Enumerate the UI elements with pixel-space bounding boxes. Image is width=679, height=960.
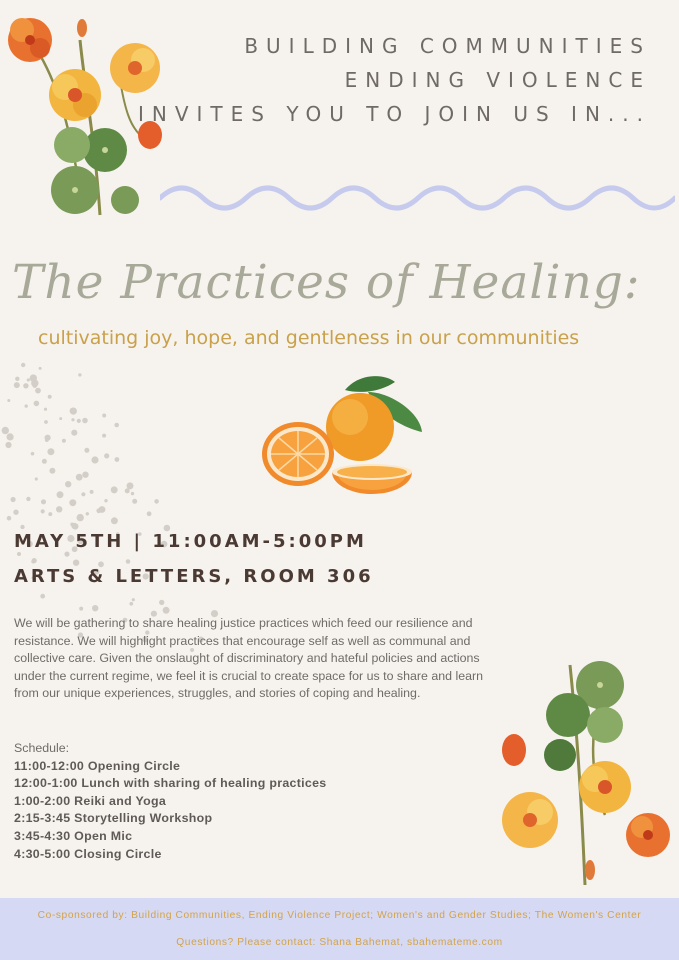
dot bbox=[11, 497, 16, 502]
dot bbox=[41, 509, 45, 513]
dot bbox=[76, 474, 83, 481]
dot bbox=[15, 377, 19, 381]
dot bbox=[82, 418, 88, 424]
dot bbox=[47, 448, 54, 455]
dot bbox=[56, 506, 62, 512]
dot bbox=[73, 560, 79, 566]
dot bbox=[34, 401, 40, 407]
schedule-item: 2:15-3:45 Storytelling Workshop bbox=[14, 811, 213, 826]
dot bbox=[13, 510, 18, 515]
schedule-item: 3:45-4:30 Open Mic bbox=[14, 828, 133, 843]
dot bbox=[14, 382, 20, 388]
dot bbox=[32, 383, 37, 388]
dot bbox=[132, 598, 135, 601]
schedule bbox=[14, 740, 484, 863]
dot bbox=[48, 512, 52, 516]
dot bbox=[115, 457, 120, 462]
dot bbox=[23, 383, 28, 388]
dot bbox=[17, 552, 21, 556]
dot bbox=[65, 481, 71, 487]
dot bbox=[102, 414, 106, 418]
dot bbox=[21, 363, 25, 367]
dot bbox=[59, 417, 62, 420]
footer-cosponsors: Co-sponsored by: Building Communities, Ending Violence Project; Women's and Gender Studies; The Women's Center bbox=[37, 910, 642, 921]
dot bbox=[25, 404, 28, 407]
dot bbox=[31, 452, 35, 456]
dot bbox=[5, 442, 11, 448]
dot bbox=[78, 373, 81, 376]
dot bbox=[7, 399, 10, 402]
dot bbox=[44, 420, 48, 424]
dot bbox=[49, 468, 55, 474]
dot bbox=[7, 516, 12, 521]
event-location: ARTS & LETTERS, ROOM 306 bbox=[14, 566, 374, 587]
schedule-item: 4:30-5:00 Closing Circle bbox=[14, 846, 162, 861]
dot bbox=[154, 499, 159, 504]
dot bbox=[42, 459, 47, 464]
dot bbox=[77, 419, 81, 423]
dot bbox=[39, 367, 42, 370]
dot bbox=[71, 418, 74, 421]
dot bbox=[111, 486, 118, 493]
dot bbox=[82, 472, 88, 478]
dot bbox=[84, 448, 89, 453]
dot bbox=[104, 499, 107, 502]
wavy-line-icon bbox=[160, 178, 675, 218]
dot bbox=[163, 607, 170, 614]
schedule-title: Schedule: bbox=[14, 741, 70, 755]
dot bbox=[77, 514, 84, 521]
dot bbox=[44, 408, 47, 411]
dot bbox=[79, 607, 83, 611]
dot bbox=[62, 439, 66, 443]
dot bbox=[129, 602, 133, 606]
footer-contact: Questions? Please contact: Shana Bahemat, sbahemateme.com bbox=[176, 937, 503, 948]
footer bbox=[0, 898, 679, 960]
header-line-1: BUILDING COMMUNITIES bbox=[244, 34, 651, 58]
dot bbox=[64, 552, 69, 557]
dot bbox=[35, 388, 41, 394]
dot bbox=[90, 490, 94, 494]
dot bbox=[20, 525, 24, 529]
event-date-time: MAY 5TH | 11:00AM-5:00PM bbox=[14, 531, 367, 552]
header-line-3: INVITES YOU TO JOIN US IN... bbox=[137, 102, 651, 126]
dot bbox=[26, 497, 30, 501]
orange-fruit-icon bbox=[260, 372, 425, 500]
schedule-item: 1:00-2:00 Reiki and Yoga bbox=[14, 793, 167, 808]
dot bbox=[111, 517, 118, 524]
dot bbox=[91, 456, 98, 463]
dot bbox=[104, 453, 109, 458]
dot bbox=[147, 511, 152, 516]
dot bbox=[71, 430, 77, 436]
schedule-item: 12:00-1:00 Lunch with sharing of healing practices bbox=[14, 776, 327, 791]
dot bbox=[30, 374, 37, 381]
page-title: The Practices of Healing: bbox=[12, 255, 641, 310]
dot bbox=[131, 492, 134, 495]
header-line-2: ENDING VIOLENCE bbox=[344, 68, 651, 92]
dot bbox=[48, 395, 52, 399]
nasturtium-flower-icon bbox=[490, 655, 675, 890]
dot bbox=[126, 559, 131, 564]
dot bbox=[99, 506, 106, 513]
dot bbox=[2, 427, 9, 434]
dot bbox=[70, 408, 77, 415]
dot bbox=[159, 600, 164, 605]
dot bbox=[40, 594, 45, 599]
dot bbox=[92, 605, 98, 611]
schedule-item: 11:00-12:00 Opening Circle bbox=[14, 758, 181, 773]
dot bbox=[41, 499, 46, 504]
event-description: We will be gathering to share healing justice practices which feed our resilience and resistance. We will highlight practices that encourage self as well as communal and collective care. Given the onslaught of discriminatory and hateful policies and actions under the current regime, we feel it is crucial to create space for us to share and learn from our unique experiences, struggles, and stories of coping and healing. bbox=[14, 616, 484, 701]
dot bbox=[35, 477, 38, 480]
dot bbox=[31, 560, 35, 564]
dot bbox=[57, 491, 64, 498]
dot bbox=[86, 512, 89, 515]
dot bbox=[69, 499, 76, 506]
dot bbox=[114, 423, 119, 428]
dot bbox=[70, 523, 74, 527]
dot bbox=[127, 482, 134, 489]
dot bbox=[102, 434, 106, 438]
dot bbox=[132, 499, 137, 504]
dot bbox=[81, 492, 85, 496]
dot bbox=[7, 433, 14, 440]
dot bbox=[27, 378, 30, 381]
page-subtitle: cultivating joy, hope, and gentleness in our communities bbox=[38, 327, 580, 349]
dot bbox=[45, 438, 49, 442]
